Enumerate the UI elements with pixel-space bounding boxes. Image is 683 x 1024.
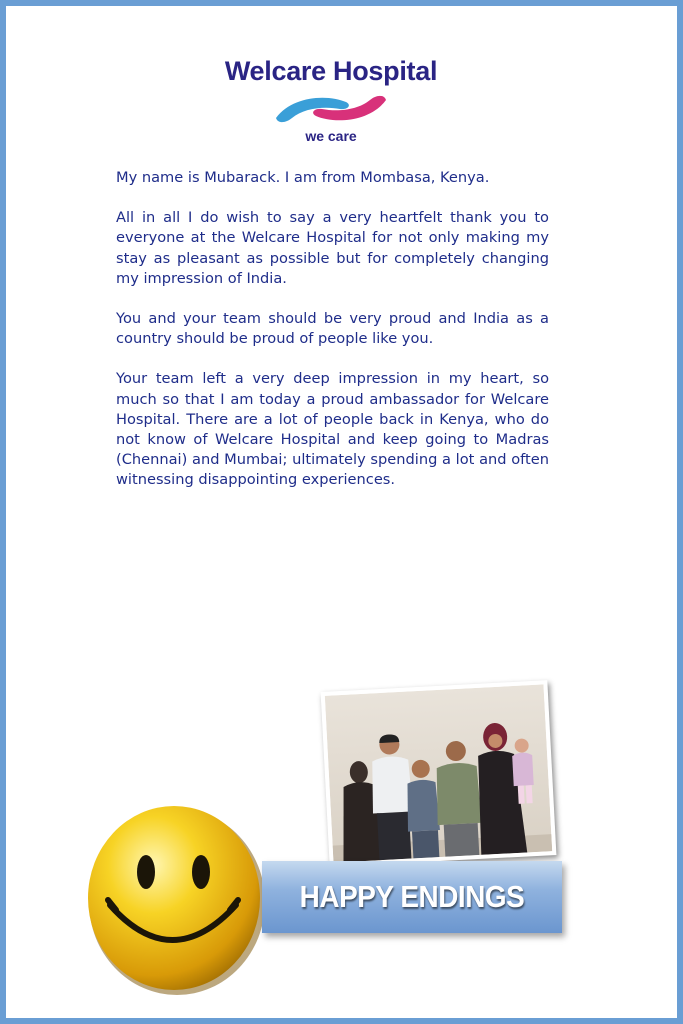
banner-label: HAPPY ENDINGS bbox=[299, 879, 525, 914]
hospital-tagline: we care bbox=[305, 128, 357, 144]
hospital-name: Welcare Hospital bbox=[224, 56, 438, 86]
testimonial-letter bbox=[116, 168, 549, 511]
family-photo-image bbox=[325, 684, 552, 862]
letter-paragraph: All in all I do wish to say a very heartfelt thank you to everyone at the Welcare Hospital for not only making my stay as pleasant as possible but for completely changing my impression of India. bbox=[116, 209, 549, 287]
letter-paragraph: My name is Mubarack. I am from Mombasa, Kenya. bbox=[116, 169, 490, 186]
family-photo bbox=[321, 680, 557, 867]
letter-paragraph: Your team left a very deep impression in my heart, so much so that I am today a proud ambassador for Welcare Hospital. There are a lot of people back in Kenya, who do not know of Welcare Hospital and keep going to Madras (Chennai) and Mumbai; ultimately spending a lot and often witnessing disappointing experiences. bbox=[116, 370, 549, 489]
smiley-face-icon bbox=[80, 800, 270, 1000]
happy-endings-banner bbox=[262, 861, 562, 933]
letter-paragraph: You and your team should be very proud and India as a country should be proud of people like you. bbox=[116, 310, 549, 348]
welcare-hands-logo bbox=[272, 88, 390, 130]
